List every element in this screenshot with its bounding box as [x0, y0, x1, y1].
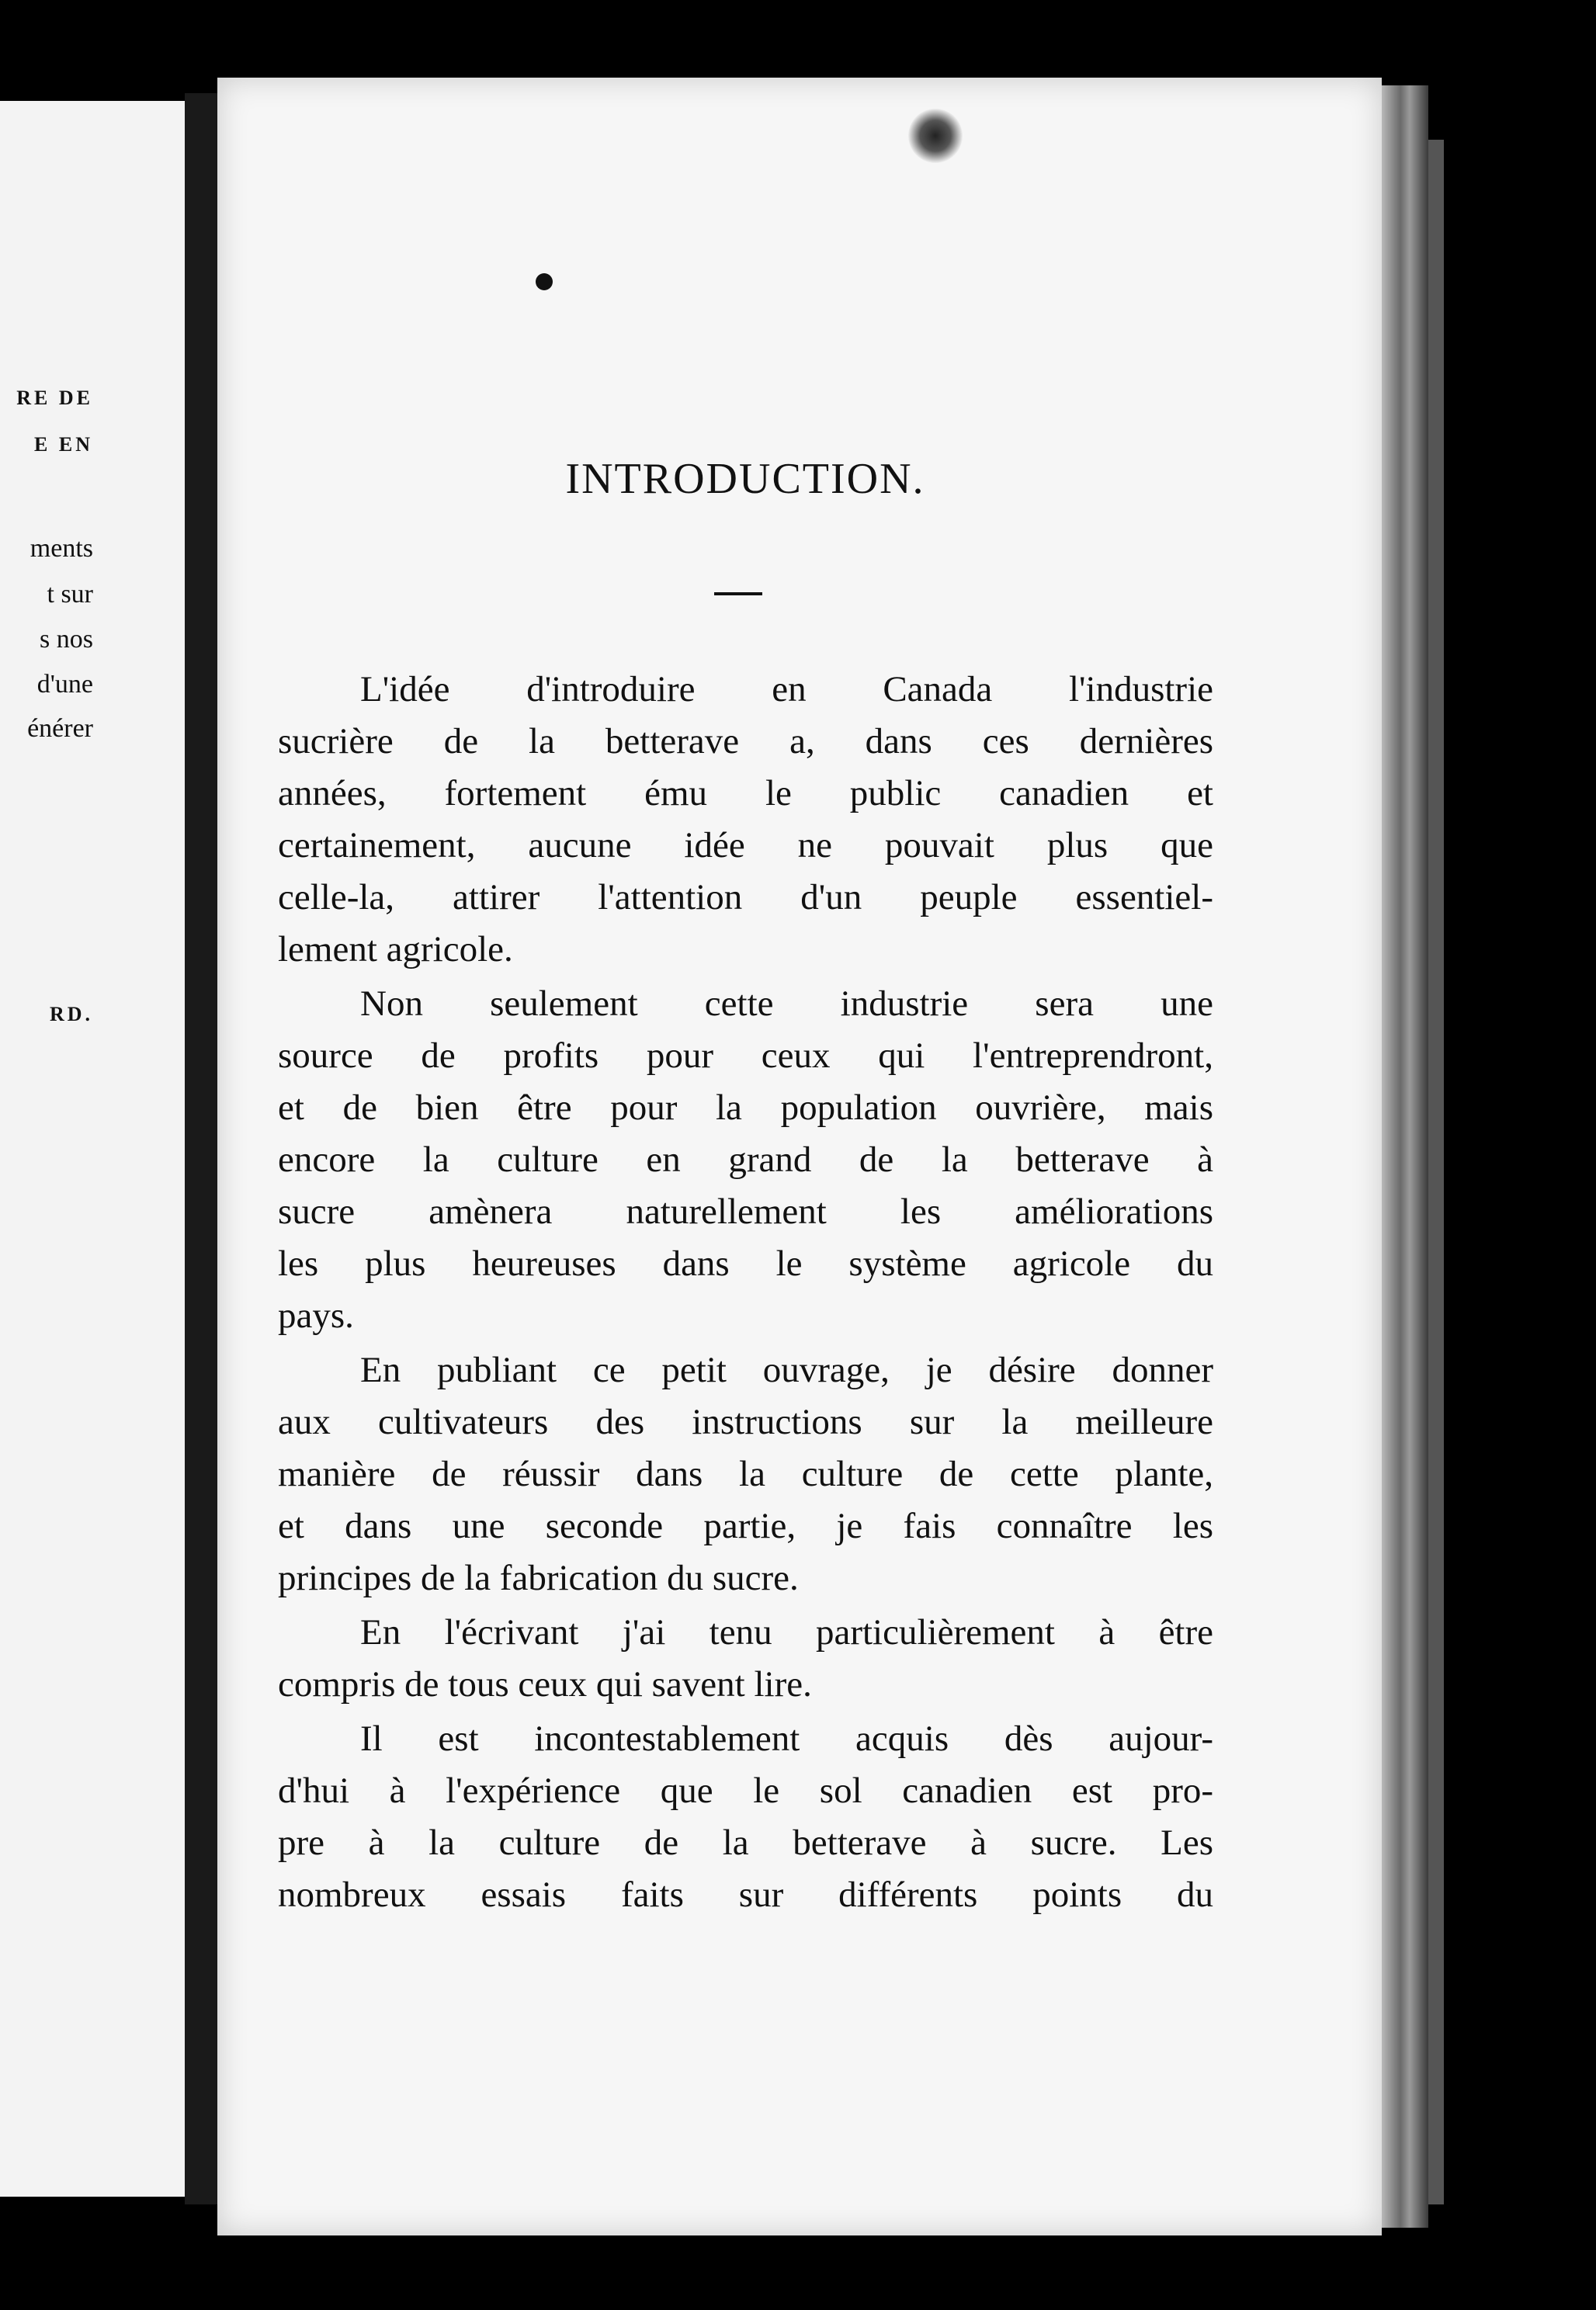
- text-line: et dans une seconde partie, je fais connaître les: [278, 1506, 1213, 1546]
- title-rule: [714, 592, 762, 595]
- text-line: aux cultivateurs des instructions sur la meilleure: [278, 1402, 1213, 1442]
- text-line: sucre amènera naturellement les améliorations: [278, 1191, 1213, 1232]
- paragraph: [278, 664, 1213, 976]
- text-line: encore la culture en grand de la betterave à: [278, 1139, 1213, 1180]
- facing-page-line: RE DE: [16, 387, 93, 409]
- text-line: certainement, aucune idée ne pouvait plus que: [278, 825, 1213, 865]
- paragraph: [278, 1607, 1213, 1711]
- book-gutter: [185, 93, 217, 2204]
- text-line: pre à la culture de la betterave à sucre. Les: [278, 1823, 1213, 1863]
- facing-page-line: d'une: [36, 670, 93, 699]
- paragraph: [278, 978, 1213, 1342]
- text-line: d'hui à l'expérience que le sol canadien est pro-: [278, 1771, 1213, 1811]
- text-line: L'idée d'introduire en Canada l'industrie: [360, 669, 1213, 709]
- facing-page-line: s nos: [40, 625, 93, 654]
- text-line: manière de réussir dans la culture de cette plante,: [278, 1454, 1213, 1494]
- page-title: INTRODUCTION.: [565, 455, 925, 503]
- text-line: celle-la, attirer l'attention d'un peuple essentiel-: [278, 877, 1213, 917]
- page-edge: [1382, 85, 1428, 2228]
- text-line: compris de tous ceux qui savent lire.: [278, 1664, 812, 1705]
- facing-page-line: énérer: [27, 714, 93, 743]
- text-line: années, fortement ému le public canadien et: [278, 773, 1213, 813]
- facing-page: [0, 101, 185, 2197]
- text-line: pays.: [278, 1295, 354, 1336]
- facing-page-line: RD.: [49, 1003, 93, 1025]
- text-line: En l'écrivant j'ai tenu particulièrement à être: [360, 1612, 1213, 1653]
- text-line: lement agricole.: [278, 929, 513, 969]
- page-edge-shadow: [1428, 140, 1444, 2204]
- text-line: et de bien être pour la population ouvrière, mais: [278, 1087, 1213, 1128]
- text-line: source de profits pour ceux qui l'entreprendront,: [278, 1035, 1213, 1076]
- text-line: sucrière de la betterave a, dans ces dernières: [278, 721, 1213, 761]
- paragraph: [278, 1344, 1213, 1604]
- facing-page-line: E EN: [34, 433, 93, 456]
- text-line: En publiant ce petit ouvrage, je désire donner: [360, 1350, 1213, 1390]
- facing-page-line: ments: [29, 534, 93, 563]
- text-line: Il est incontestablement acquis dès aujour-: [360, 1719, 1213, 1759]
- text-line: Non seulement cette industrie sera une: [360, 983, 1213, 1024]
- paragraph: [278, 1713, 1213, 1921]
- text-line: principes de la fabrication du sucre.: [278, 1558, 799, 1598]
- text-line: les plus heureuses dans le système agricole du: [278, 1243, 1213, 1284]
- ink-dot: [536, 273, 553, 290]
- text-line: nombreux essais faits sur différents points du: [278, 1875, 1213, 1915]
- ink-smudge: [908, 109, 963, 163]
- facing-page-line: t sur: [47, 580, 93, 609]
- body-text: [278, 664, 1213, 1923]
